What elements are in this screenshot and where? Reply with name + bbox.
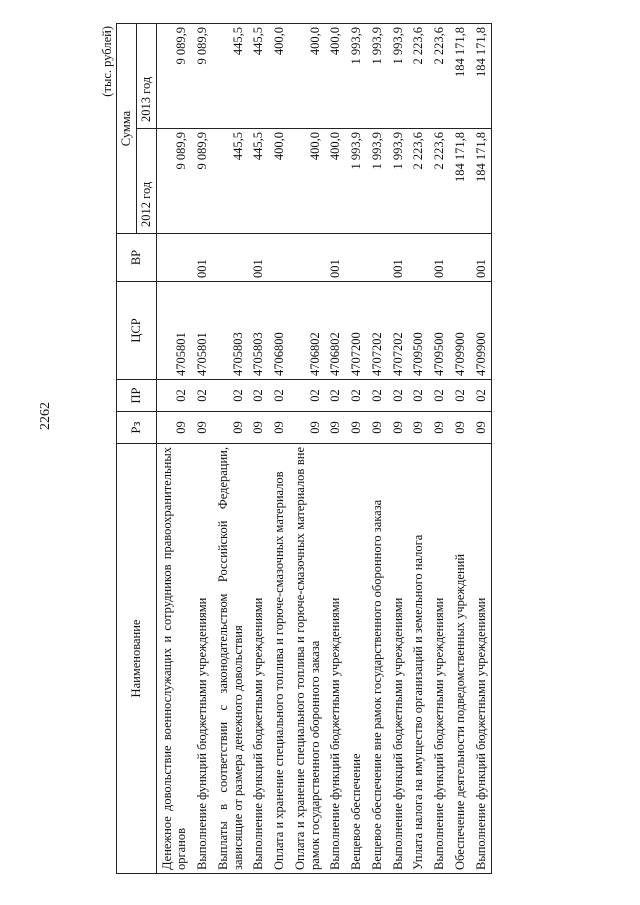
row-vr (290, 234, 326, 282)
row-rz: 09 (213, 412, 249, 444)
header-pr: ПР (117, 380, 157, 412)
row-sum-2012: 400,0 (290, 129, 326, 234)
row-sum-2013: 400,0 (269, 24, 290, 129)
row-pr: 02 (429, 380, 450, 412)
table-body (156, 24, 492, 874)
row-name: Выплаты в соответствии с законодательством Российской Федерации, зависящие от размера денежного довольствия (213, 444, 249, 874)
row-name: Денежное довольствие военнослужащих и сотрудников правоохранительных органов (156, 444, 192, 874)
row-pr: 02 (408, 380, 429, 412)
row-vr (450, 234, 471, 282)
row-sum-2012: 1 993,9 (346, 129, 367, 234)
row-csr: 4706802 (290, 282, 326, 380)
row-name: Вещевое обеспечение вне рамок государственного оборонного заказа (367, 444, 388, 874)
row-csr: 4705801 (156, 282, 192, 380)
table-row (429, 24, 450, 874)
row-sum-2013: 400,0 (290, 24, 326, 129)
row-sum-2012: 9 089,9 (156, 129, 192, 234)
row-csr: 4709900 (450, 282, 471, 380)
row-sum-2013: 445,5 (213, 24, 249, 129)
row-name: Вещевое обеспечение (346, 444, 367, 874)
row-csr: 4705803 (248, 282, 269, 380)
row-rz: 09 (450, 412, 471, 444)
table-row (156, 24, 192, 874)
header-vr: ВР (117, 234, 157, 282)
row-vr (269, 234, 290, 282)
row-name: Выполнение функций бюджетными учреждениями (429, 444, 450, 874)
row-rz: 09 (290, 412, 326, 444)
page-number: 2262 (38, 402, 53, 430)
row-rz: 09 (248, 412, 269, 444)
row-csr: 4709500 (408, 282, 429, 380)
row-sum-2013: 1 993,9 (346, 24, 367, 129)
row-rz: 09 (192, 412, 213, 444)
row-rz: 09 (471, 412, 492, 444)
row-name: Выполнение функций бюджетными учреждениями (248, 444, 269, 874)
row-csr: 4709900 (471, 282, 492, 380)
row-pr: 02 (192, 380, 213, 412)
row-csr: 4707202 (388, 282, 409, 380)
row-vr: 001 (248, 234, 269, 282)
row-vr: 001 (388, 234, 409, 282)
row-vr (367, 234, 388, 282)
row-vr (156, 234, 192, 282)
header-2012: 2012 год (136, 129, 156, 234)
row-sum-2013: 445,5 (248, 24, 269, 129)
row-sum-2012: 1 993,9 (367, 129, 388, 234)
table-row (367, 24, 388, 874)
row-rz: 09 (156, 412, 192, 444)
row-pr: 02 (213, 380, 249, 412)
row-rz: 09 (367, 412, 388, 444)
row-csr: 4706800 (269, 282, 290, 380)
row-pr: 02 (450, 380, 471, 412)
row-sum-2013: 1 993,9 (367, 24, 388, 129)
row-sum-2013: 9 089,9 (156, 24, 192, 129)
row-csr: 4705803 (213, 282, 249, 380)
table-row (192, 24, 213, 874)
table-row (213, 24, 249, 874)
row-vr: 001 (471, 234, 492, 282)
header-csr: ЦСР (117, 282, 157, 380)
row-vr (213, 234, 249, 282)
row-sum-2013: 184 171,8 (471, 24, 492, 129)
row-pr: 02 (248, 380, 269, 412)
row-csr: 4705801 (192, 282, 213, 380)
row-pr: 02 (471, 380, 492, 412)
row-sum-2012: 2 223,6 (429, 129, 450, 234)
table-row (408, 24, 429, 874)
row-name: Выполнение функций бюджетными учреждениями (388, 444, 409, 874)
row-sum-2012: 400,0 (269, 129, 290, 234)
row-sum-2012: 2 223,6 (408, 129, 429, 234)
row-sum-2012: 445,5 (248, 129, 269, 234)
row-rz: 09 (346, 412, 367, 444)
row-name: Выполнение функций бюджетными учреждениями (325, 444, 346, 874)
row-pr: 02 (388, 380, 409, 412)
row-vr: 001 (429, 234, 450, 282)
row-pr: 02 (346, 380, 367, 412)
row-pr: 02 (325, 380, 346, 412)
row-csr: 4707200 (346, 282, 367, 380)
row-vr (346, 234, 367, 282)
row-pr: 02 (156, 380, 192, 412)
header-rz: Рз (117, 412, 157, 444)
row-pr: 02 (290, 380, 326, 412)
row-rz: 09 (388, 412, 409, 444)
row-sum-2012: 1 993,9 (388, 129, 409, 234)
row-rz: 09 (325, 412, 346, 444)
row-sum-2012: 445,5 (213, 129, 249, 234)
row-vr: 001 (192, 234, 213, 282)
budget-table (116, 23, 492, 874)
table-header (117, 24, 157, 874)
row-sum-2013: 2 223,6 (429, 24, 450, 129)
row-sum-2012: 9 089,9 (192, 129, 213, 234)
header-name: Наименование (117, 444, 157, 874)
table-row (290, 24, 326, 874)
row-vr (408, 234, 429, 282)
table-row (450, 24, 471, 874)
header-2013: 2013 год (136, 24, 156, 129)
row-sum-2013: 2 223,6 (408, 24, 429, 129)
row-csr: 4709500 (429, 282, 450, 380)
row-name: Обеспечение деятельности подведомственных учреждений (450, 444, 471, 874)
row-vr: 001 (325, 234, 346, 282)
row-rz: 09 (408, 412, 429, 444)
row-sum-2012: 184 171,8 (450, 129, 471, 234)
row-sum-2013: 9 089,9 (192, 24, 213, 129)
table-row (388, 24, 409, 874)
unit-label: (тыс. рублей) (100, 26, 114, 97)
row-sum-2012: 184 171,8 (471, 129, 492, 234)
header-sum: Сумма (117, 24, 137, 234)
row-name: Оплата и хранение специального топлива и горюче-смазочных материалов (269, 444, 290, 874)
row-rz: 09 (429, 412, 450, 444)
table-row (346, 24, 367, 874)
row-sum-2013: 1 993,9 (388, 24, 409, 129)
table-row (269, 24, 290, 874)
table-row (248, 24, 269, 874)
row-name: Оплата и хранение специального топлива и горюче-смазочных материалов вне рамок государственного оборонного заказа (290, 444, 326, 874)
budget-table-area (100, 24, 580, 874)
row-rz: 09 (269, 412, 290, 444)
row-pr: 02 (367, 380, 388, 412)
row-sum-2013: 184 171,8 (450, 24, 471, 129)
row-csr: 4706802 (325, 282, 346, 380)
row-pr: 02 (269, 380, 290, 412)
row-csr: 4707202 (367, 282, 388, 380)
table-row (471, 24, 492, 874)
row-name: Уплата налога на имущество организаций и земельного налога (408, 444, 429, 874)
row-name: Выполнение функций бюджетными учреждениями (192, 444, 213, 874)
row-sum-2012: 400,0 (325, 129, 346, 234)
row-name: Выполнение функций бюджетными учреждениями (471, 444, 492, 874)
table-row (325, 24, 346, 874)
row-sum-2013: 400,0 (325, 24, 346, 129)
